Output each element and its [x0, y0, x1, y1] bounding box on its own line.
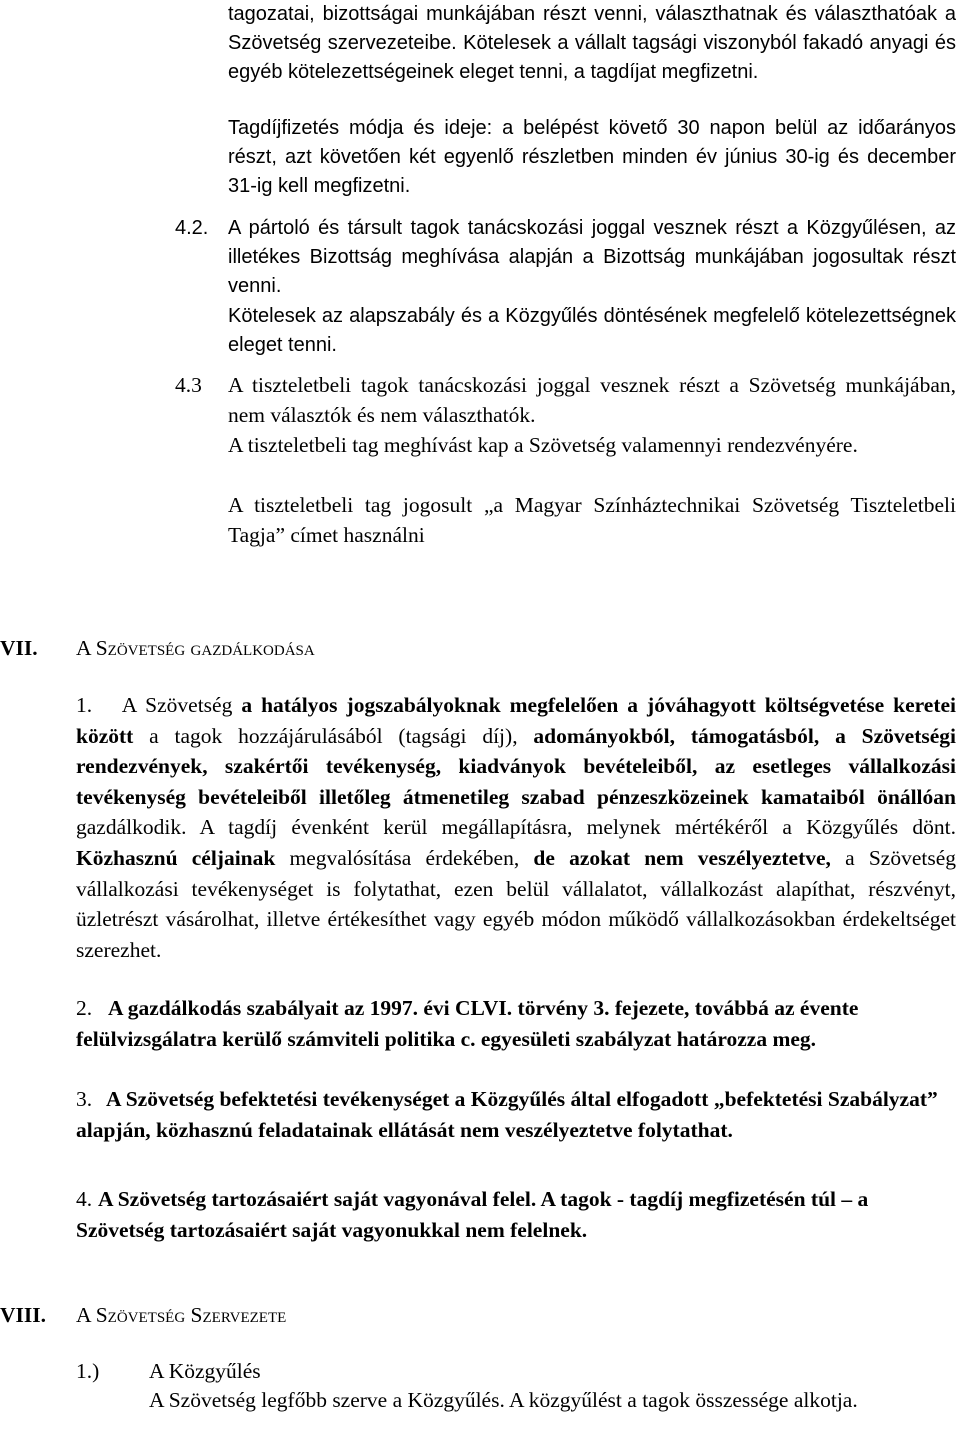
item-number: 1.	[76, 693, 93, 717]
item-4-2-text-1: A pártoló és társult tagok tanácskozási joggal vesznek részt a Közgyűlésen, az illetékes Bizottság meghívása alapján a Bizottság munkájában jogosultak részt venni.	[228, 217, 956, 297]
bold-run: Közhasznú céljainak	[76, 845, 276, 870]
item-number: 1.)	[76, 1359, 100, 1383]
paragraph-fee-payment: Tagdíjfizetés módja és ideje: a belépést követő 30 napon belül az időarányos részt, azt követően két egyenlő részletben minden év június 30-ig és december 31-ig kell megfizetni.	[228, 117, 956, 197]
text-run: megvalósítása érdekében,	[275, 845, 534, 870]
section-number: VII.	[0, 636, 38, 660]
paragraph-vii-1	[76, 690, 956, 965]
text-run: a tagok hozzájárulásából (tagsági díj),	[133, 723, 534, 748]
bold-run: A gazdálkodás szabályait az 1997. évi CLVI. törvény 3. fejezete, továbbá az évente felülvizsgálatra kerülő számviteli politika c. egyesületi szabályzat határozza meg.	[76, 996, 859, 1051]
item-viii-1	[76, 1356, 956, 1446]
item-number: 2.	[76, 996, 93, 1020]
item-heading: A Közgyűlés	[149, 1359, 261, 1383]
paragraph-vii-3	[76, 1084, 956, 1145]
paragraph-member-duties: tagozatai, bizottságai munkájában részt venni, választhatnak és választhatóak a Szövetség szervezeteibe. Kötelesek a vállalt tagsági viszonyból fakadó anyagi és egyéb kötelezettségeinek eleget tenni, a tagdíjat megfizetni.	[228, 3, 956, 83]
text-run: gazdálkodik. A tagdíj évenként kerül megállapításra, melynek mértékéről a Közgyűlés dönt.	[76, 815, 956, 840]
section-title: A Szövetség gazdálkodása	[76, 636, 315, 660]
section-viii-heading	[0, 1300, 960, 1330]
item-4-2	[175, 214, 956, 364]
item-4-3-text-3: A tiszteletbeli tag jogosult „a Magyar Színháztechnikai Szövetség Tiszteletbeli Tagja” címet használni	[228, 493, 956, 547]
bold-run: A Szövetség befektetési tevékenységet a Közgyűlés által elfogadott „befektetési Szabályzat” alapján, közhasznú feladatainak ellátását nem veszélyeztetve folytathat.	[76, 1087, 938, 1142]
text-run: a Szövetség vállalkozási tevékenységet is folytathat, ezen belül vállalatot, vállalkozást alapíthat, részvényt, üzletrészt vásárolhat, illetve értékesíthet vagy egyéb módon működő vállalkozásokban érdekeltséget szerezhet.	[76, 845, 957, 962]
bold-run: a hatályos jogszabályoknak megfelelően a jóváhagyott költségvetése keretei között	[76, 693, 956, 748]
item-number: 4.3	[175, 373, 202, 397]
item-number: 3.	[76, 1087, 93, 1111]
section-title: A Szövetség Szervezete	[76, 1303, 287, 1327]
item-4-3-text-2: A tiszteletbeli tag meghívást kap a Szövetség valamennyi rendezvényére.	[228, 433, 858, 457]
bold-run: A Szövetség tartozásaiért saját vagyonával felel. A tagok - tagdíj megfizetésén túl – a Szövetség tartozásaiért saját vagyonukkal nem felelnek.	[76, 1187, 869, 1242]
item-number: 4.2.	[175, 217, 209, 239]
text-run: A Szövetség	[114, 693, 242, 717]
bold-run: adományokból, támogatásból, a Szövetségi rendezvények, szakértői tevékenység, kiadványok bevételeiből, az esetleges vállalkozási tevékenység bevételeiből illetőleg átmenetileg szabad pénzeszközeinek kamataiból önállóan	[76, 723, 956, 809]
section-vii-heading	[0, 633, 960, 663]
item-viii-1-text: A Szövetség legfőbb szerve a Közgyűlés. A közgyűlést a tagok összessége alkotja.	[149, 1388, 858, 1412]
item-4-2-text-2: Kötelesek az alapszabály és a Közgyűlés döntésének megfelelő kötelezettségnek eleget tenni.	[228, 305, 956, 356]
item-number: 4.	[76, 1187, 93, 1211]
paragraph-vii-4	[76, 1184, 956, 1245]
bold-run: de azokat nem veszélyeztetve,	[533, 845, 831, 870]
item-4-3-text-1: A tiszteletbeli tagok tanácskozási joggal vesznek részt a Szövetség munkájában, nem választók és nem választhatók.	[228, 373, 956, 427]
section-number: VIII.	[0, 1303, 47, 1327]
item-4-3	[175, 370, 956, 550]
paragraph-vii-2	[76, 993, 956, 1054]
